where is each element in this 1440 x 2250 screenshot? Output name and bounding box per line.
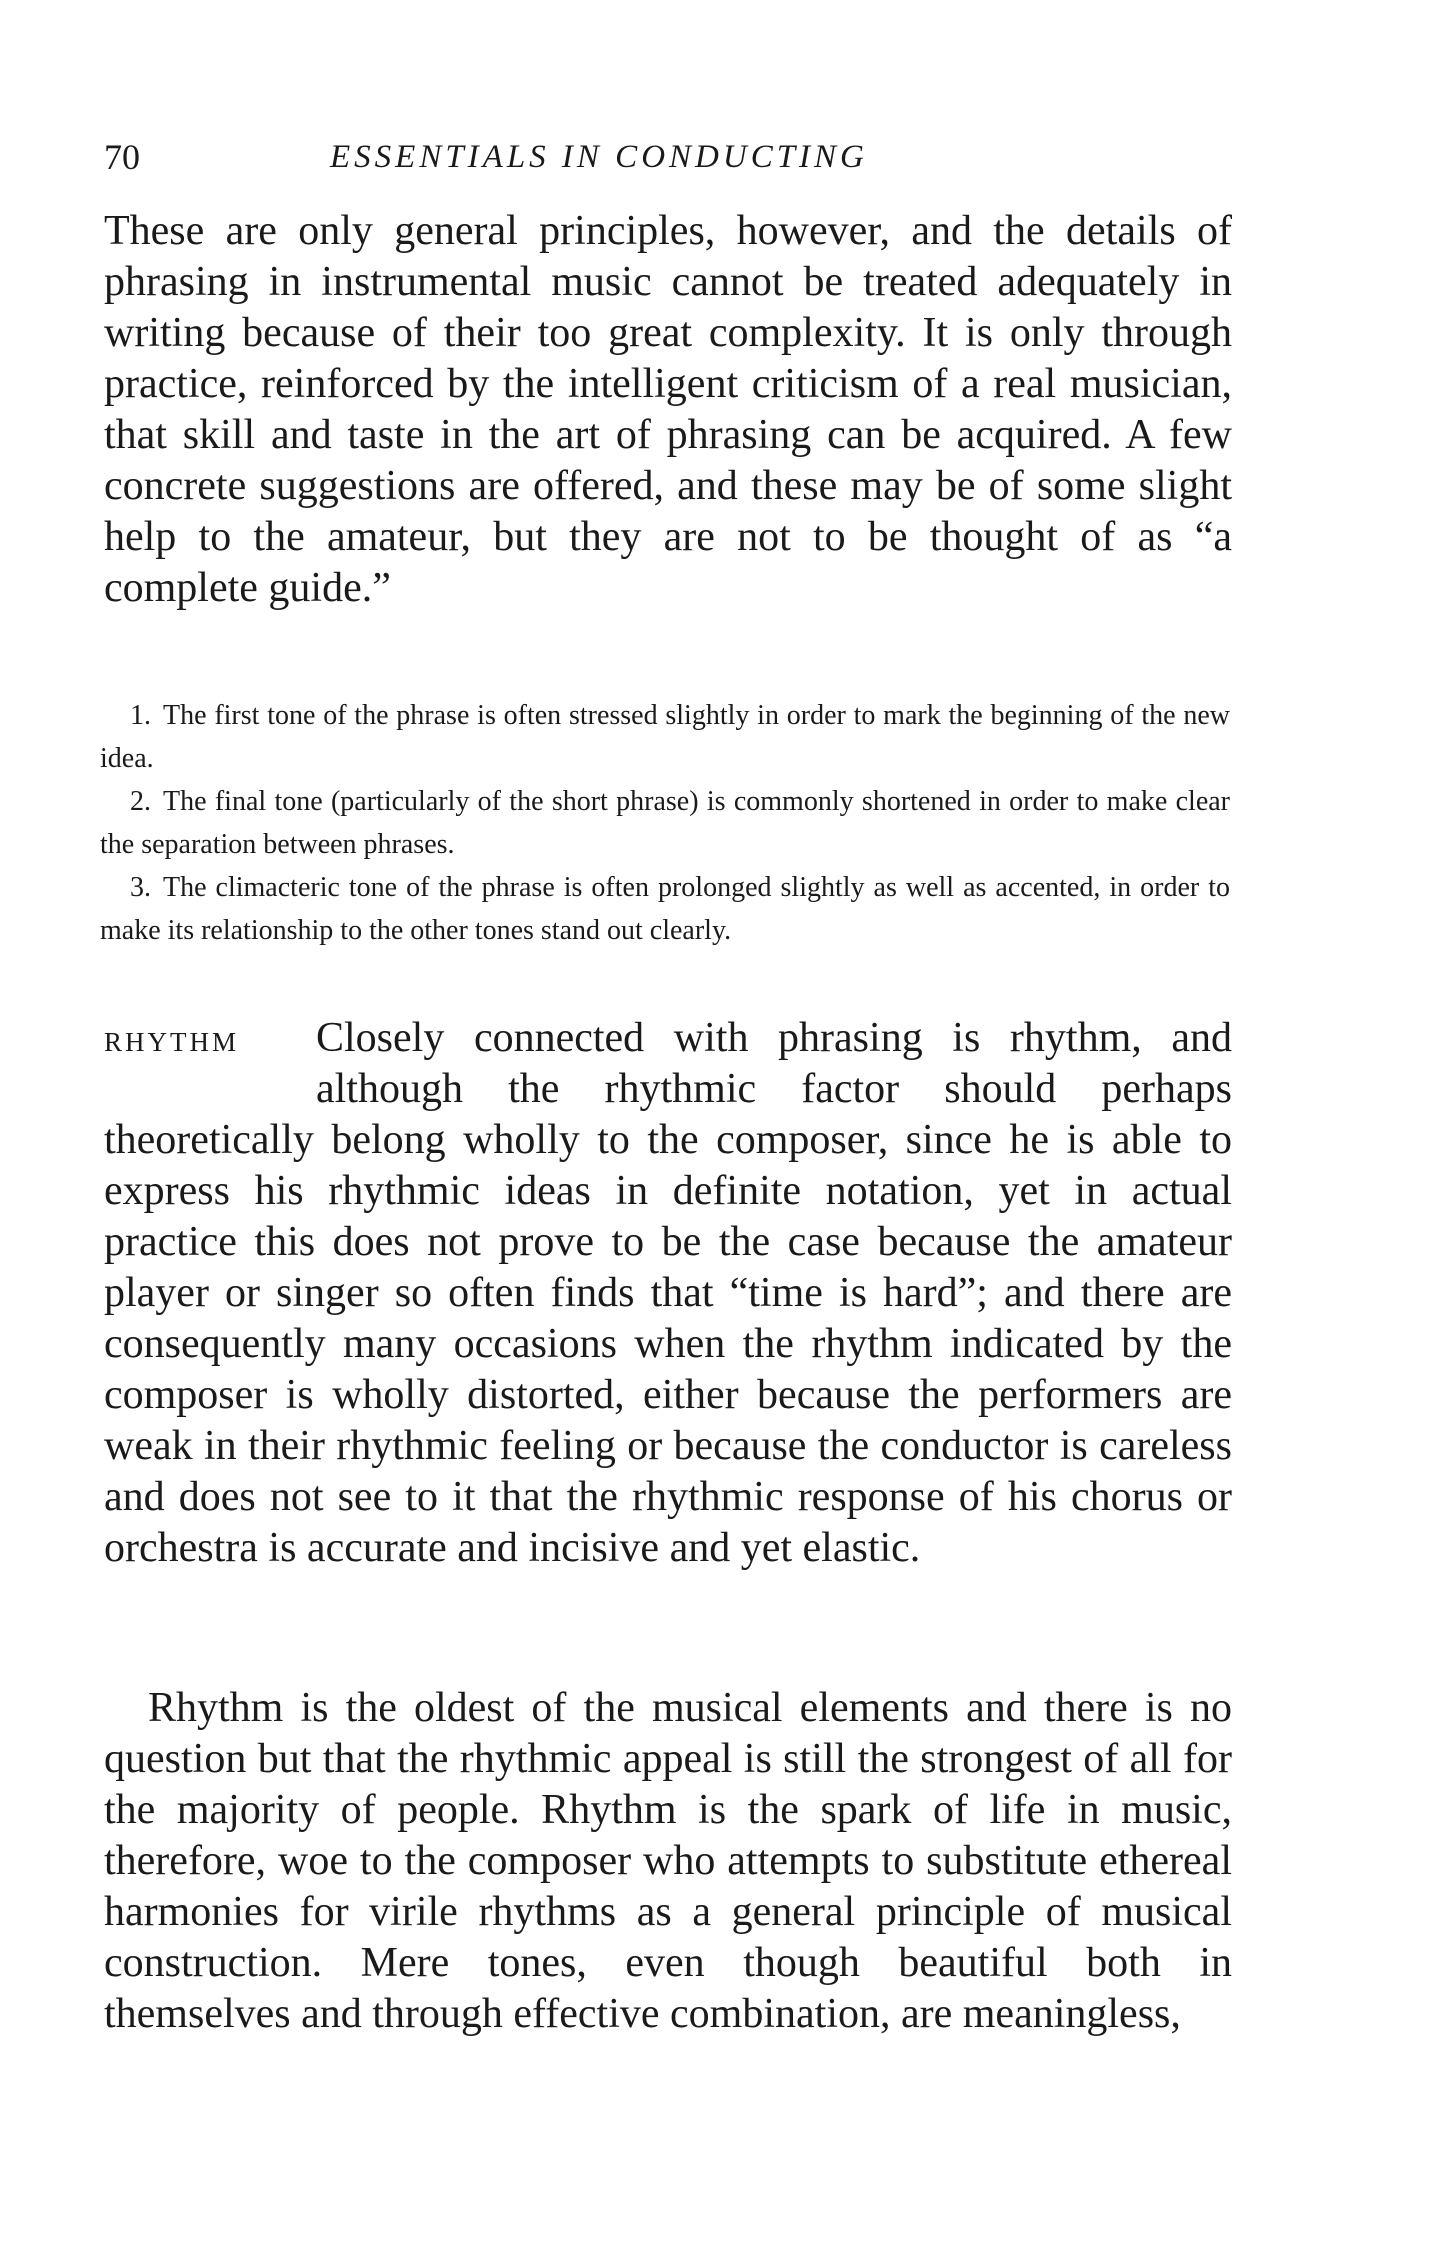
running-head <box>104 132 1234 182</box>
note-item <box>100 780 1230 866</box>
note-text: The final tone (particularly of the short phrase) is commonly shortened in order to make clear the separation between phrases. <box>100 786 1230 860</box>
running-title: ESSENTIALS IN CONDUCTING <box>330 139 868 175</box>
note-item <box>100 694 1230 780</box>
note-text: The climacteric tone of the phrase is often prolonged slightly as well as accented, in order to make its relationship to the other tones stand out clearly. <box>100 872 1230 946</box>
paragraph-rhythm-origins: Rhythm is the oldest of the musical elements and there is no question but that the rhythmic appeal is still the strongest of all for the majority of people. Rhythm is the spark of life in music, therefore, woe to the composer who attempts to substitute ethereal harmonies for virile rhythms as a general principle of musical construction. Mere tones, even though beautiful both in themselves and through effective combination, are meaningless, <box>104 1685 1232 2037</box>
note-text: The first tone of the phrase is often stressed slightly in order to mark the beginning of the new idea. <box>100 700 1230 774</box>
paragraph-intro: These are only general principles, however, and the details of phrasing in instrumental music cannot be treated adequately in writing because of their too great complexity. It is only through practice, reinforced by the intelligent criticism of a real musician, that skill and taste in the art of phrasing can be acquired. A few concrete suggestions are offered, and these may be of some slight help to the amateur, but they are not to be thought of as “a complete guide.” <box>104 208 1232 611</box>
phrasing-notes-list <box>100 694 1230 952</box>
note-number: 2. <box>130 786 151 817</box>
rhythm-section <box>104 1013 1232 1574</box>
note-number: 3. <box>130 872 151 903</box>
rhythm-side-heading: RHYTHM <box>104 1027 240 1057</box>
note-number: 1. <box>130 700 151 731</box>
paragraph-rhythm: Closely connected with phrasing is rhythm, and although the rhythmic factor should perhaps theoretically belong wholly to the composer, since he is able to express his rhythmic ideas in definite notation, yet in actual practice this does not prove to be the case because the amateur player or singer so often finds that “time is hard”; and there are consequently many occasions when the rhythm indicated by the composer is wholly distorted, either because the performers are weak in their rhythmic feeling or because the conductor is careless and does not see to it that the rhythmic response of his chorus or orchestra is accurate and incisive and yet elastic. <box>104 1015 1232 1571</box>
note-item <box>100 866 1230 952</box>
page-number: 70 <box>104 137 140 177</box>
